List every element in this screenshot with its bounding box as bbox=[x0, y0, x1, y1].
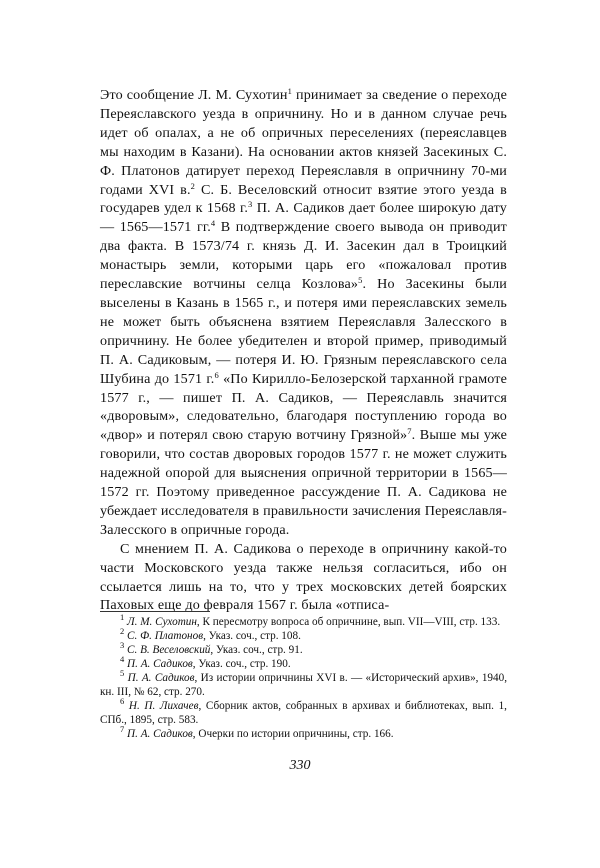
footnote-number: 5 bbox=[120, 668, 125, 678]
footnote-author: Н. П. Лихачев bbox=[128, 700, 199, 712]
footnote-author: С. Ф. Платонов bbox=[127, 630, 204, 642]
body-text bbox=[100, 86, 507, 615]
footnote-text: , К пересмотру вопроса об опричнине, вып. VII—VIII, стр. 133. bbox=[196, 616, 501, 628]
footnote-author: С. В. Веселовский bbox=[127, 644, 211, 656]
footnote bbox=[100, 612, 507, 629]
footnote-author: П. А. Садиков bbox=[127, 658, 193, 670]
footnote-text: , Сборник актов, собранных в архивах и библиотеках, вып. 1, СПб., 1895, стр. 583. bbox=[100, 700, 507, 726]
page-number: 330 bbox=[289, 758, 311, 773]
text-run: С. Б. Веселовский относит взятие этого уезда в государев удел к 1568 г. bbox=[100, 181, 507, 217]
text-run: В подтверждение своего вывода он приводит два факта. В 1573/74 г. князь Д. И. Засекин дал в Троицкий монастырь земли, которыми царь его «пожаловал против переславские вотчины селца Козлова» bbox=[100, 219, 507, 293]
footnote bbox=[100, 724, 507, 741]
text-run: Это сообщение Л. М. Сухотин bbox=[100, 87, 288, 103]
footnote-reference: 5 bbox=[358, 275, 363, 286]
footnote bbox=[100, 626, 507, 643]
footnote-author: П. А. Садиков bbox=[127, 672, 195, 684]
footnote-text: , Очерки по истории опричнины, стр. 166. bbox=[192, 728, 394, 740]
footnote-reference: 3 bbox=[248, 199, 253, 210]
footnote-number: 7 bbox=[120, 724, 125, 734]
footnote-text: , Из истории опричнины XVI в. — «Исторический архив», 1940, кн. III, № 62, стр. 270. bbox=[100, 672, 507, 698]
footnote-number: 6 bbox=[120, 696, 125, 706]
text-run: . Но Засекины были выселены в Казань в 1565 г., и потеря ими переяславских земель не может быть объяснена взятием Переяславля Залесского в опричнину. Не более убедителен и второй пример, приводимый П. А. Садиковым, — потеря И. Ю. Грязным переяславского села Шубина до 1571 г. bbox=[100, 276, 508, 387]
footnote-reference: 6 bbox=[214, 369, 219, 380]
footnote-number: 2 bbox=[120, 626, 125, 636]
footnote-text: , Указ. соч., стр. 91. bbox=[210, 644, 303, 656]
footnote-number: 4 bbox=[120, 654, 125, 664]
footnote bbox=[100, 654, 507, 671]
footnote-separator bbox=[100, 611, 210, 612]
text-run: С мнением П. А. Садикова о переходе в опричнину какой-то части Московского уезда также нельзя согласиться, ибо он ссылается лишь на то, что у трех московских детей боярских Паховых еще до февраля 1567 г. была «отписа- bbox=[100, 540, 507, 614]
footnote-text: , Указ. соч., стр. 190. bbox=[192, 658, 291, 670]
footnote-number: 1 bbox=[120, 612, 125, 622]
text-run: принимает за сведение о переходе Переяславского уезда в опричнину. Но и в данном случае речь идет об опалах, а не об опричных переселениях (переяславцев мы находим в Казани). На основании актов князей Засекиных С. Ф. Платонов датирует переход Переяславля в опричнину 70-ми годами XVI в. bbox=[100, 87, 507, 198]
footnote-reference: 2 bbox=[190, 180, 196, 191]
footnote bbox=[100, 668, 507, 699]
text-run: . Выше мы уже говорили, что состав дворовых городов 1577 г. не может служить надежной опорой для выяснения опричной территории в 1565—1572 гг. Поэтому приведенное рассуждение П. А. Садикова не убеждает исследователя в правильности зачисления Переяславля-Залесского в опричные города. bbox=[100, 427, 508, 538]
footnote-reference: 1 bbox=[287, 86, 293, 96]
paragraph bbox=[100, 86, 507, 540]
footnote-reference: 4 bbox=[210, 218, 216, 229]
footnote-author: П. А. Садиков bbox=[127, 728, 193, 740]
text-run: П. А. Садиков дает более широкую дату — 1565—1571 гг. bbox=[100, 200, 507, 236]
footnotes bbox=[100, 612, 507, 741]
footnote bbox=[100, 696, 507, 727]
footnote bbox=[100, 640, 507, 657]
footnote-reference: 7 bbox=[407, 426, 412, 437]
footnote-number: 3 bbox=[120, 640, 125, 650]
text-run: «По Кирилло-Белозерской тарханной грамоте 1577 г., — пишет П. А. Садиков, — Переяславль значится «дворовым», следовательно, благодаря поступлению города во «двор» и потерял свою старую вотчину Грязной» bbox=[100, 370, 507, 444]
footnote-author: Л. М. Сухотин bbox=[127, 616, 197, 628]
footnote-text: , Указ. соч., стр. 108. bbox=[203, 630, 301, 642]
paragraph bbox=[100, 540, 507, 616]
